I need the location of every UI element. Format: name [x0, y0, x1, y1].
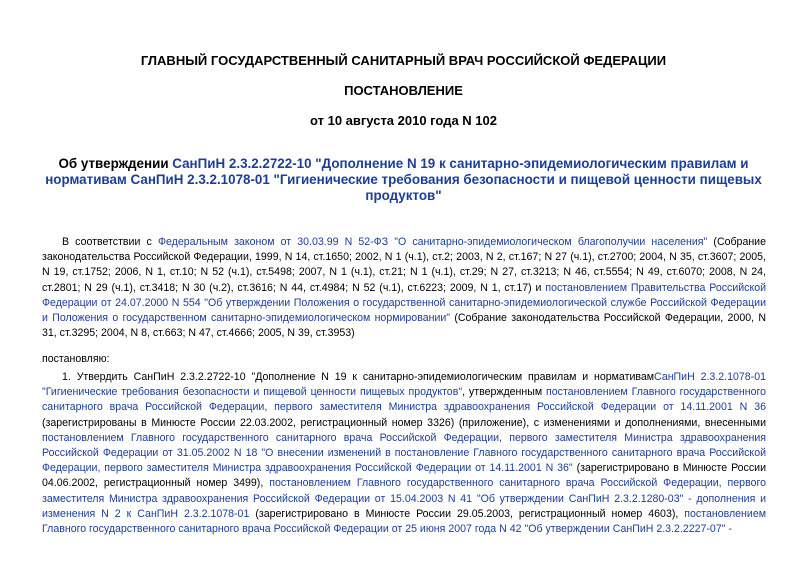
preamble-text-1: В соответствии с [62, 236, 158, 248]
document-type: ПОСТАНОВЛЕНИЕ [344, 83, 463, 98]
decree-36-link[interactable]: постановлением Главного государственного санитарного врача Российской Федерации, первого заместителя Министра здравоохранения Российской Федерации от 14.11.2001 N 36 [42, 386, 766, 414]
clause-text-1: 1. Утвердить СанПиН 2.3.2.2722-10 "Дополнение N 19 к санитарно-эпидемиологическим правилам и нормативам [62, 371, 655, 383]
issuing-authority: ГЛАВНЫЙ ГОСУДАРСТВЕННЫЙ САНИТАРНЫЙ ВРАЧ РОССИЙСКОЙ ФЕДЕРАЦИИ [140, 53, 667, 68]
federal-law-link[interactable]: Федеральным законом от 30.03.99 N 52-ФЗ "О санитарно-эпидемиологическом благополучии населения" [157, 236, 708, 248]
decree-42-link[interactable]: постановлением Главного государственного санитарного врача Российской Федерации от 25 июня 2007 года N 42 "Об утверждении СанПиН 2.3.2.2227-07" - [42, 507, 766, 536]
decree-18-link[interactable]: постановлением Главного государственного санитарного врача Российской Федерации, первого заместителя Министра здравоохранения Российской Федерации от 31.05.2002 N 18 "О внесении изменений в постановление Главного государственного санитарного врача Российской Федерации, первого заместителя Министра здравоохранения Российской Федерации от 14.11.2001 N 36" [42, 431, 766, 475]
resolve-paragraph: постановляю: [42, 353, 110, 365]
sanpin-1078-link[interactable]: СанПиН 2.3.2.1078-01 "Гигиенические требования безопасности и пищевой ценности пищевых продуктов" [42, 371, 766, 399]
document-title [40, 156, 767, 204]
clause-text-5: (зарегистрировано в Минюсте России 29.05.2003, регистрационный номер 4603), [249, 507, 685, 520]
clause-text-3: (зарегистрированы в Минюсте России 22.03.2002, регистрационный номер 3326) (приложение), с изменениями и дополнениями, внесенными [42, 416, 766, 429]
clause-1-paragraph [42, 370, 766, 537]
clause-text-2: , утвержденным [462, 386, 547, 399]
government-decree-link[interactable]: постановлением Правительства Российской Федерации от 24.07.2000 N 554 "Об утверждении Положения о государственной санитарно-эпидемиологической службе Российской Федерации и Положения о государственном санитарно-эпидемиологическом нормировании" [42, 281, 767, 325]
preamble-text-2: (Собрание законодательства Российской Федерации, 1999, N 14, ст.1650; 2002, N 1 (ч.1), ст.2; 2003, N 2, ст.167; N 27 (ч.1), ст.2700; 2004, N 35, ст.3607; 2005, N 19, ст.1752; 2006, N 1, ст.10; N 52 (ч.1), ст.5498; 2007, N 1 (ч.1), ст.21; N 1 (ч.1), ст.29; N 27, ст.3213; N 46, ст.5554; N 49, ст.6070; 2008, N 24, ст.2801; N 29 (ч.1), ст.3418; N 30 (ч.2), ст.3616; N 44, ст.4984; N 52 (ч.1), ст.6223; 2009, N 1, ст.17) и [42, 236, 766, 294]
decree-41-link[interactable]: постановлением Главного государственного санитарного врача Российской Федерации, первого заместителя Министра здравоохранения Российской Федерации от 15.04.2003 N 41 "Об утверждении СанПиН 2.3.2.1280-03" - дополнения и изменения N 2 к СанПиН 2.3.2.1078-01 [42, 477, 766, 520]
title-prefix: Об утверждении [58, 156, 173, 171]
preamble-paragraph [42, 235, 766, 341]
preamble-text-3: (Собрание законодательства Российской Федерации, 2000, N 31, ст.3295; 2004, N 8, ст.663; N 47, ст.4666; 2005, N 39, ст.3953) [42, 312, 766, 340]
title-sanpin-link[interactable]: СанПиН 2.3.2.2722-10 "Дополнение N 19 к санитарно-эпидемиологическим правилам и нормативам СанПиН 2.3.2.1078-01 "Гигиенические требования безопасности и пищевой ценности пищевых продуктов" [45, 156, 762, 203]
clause-text-4: (зарегистрировано в Минюсте России 04.06.2002, регистрационный номер 3499), [42, 462, 766, 490]
document-date-number: от 10 августа 2010 года N 102 [310, 113, 497, 128]
